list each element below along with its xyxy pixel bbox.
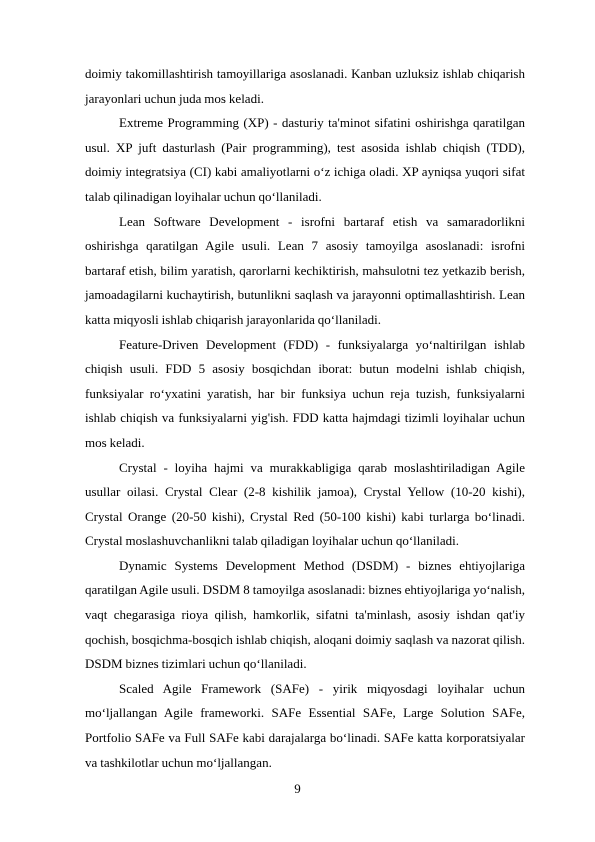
paragraph-crystal: Crystal - loyiha hajmi va murakkabligiga qarab moslashtiriladigan Agile usullar oilasi. Crystal Clear (2-8 kishilik jamoa), Crystal Yellow (10-20 kishi), Crystal Orange (20-50 kishi), Crystal Red (50-100 kishi) kabi turlarga bo‘linadi. Crystal moslashuvchanlikni talab qiladigan loyihalar uchun qo‘llaniladi.	[85, 459, 525, 549]
paragraph-extreme-programming: Extreme Programming (XP) - dasturiy ta'minot sifatini oshirishga qaratilgan usul. XP juft dasturlash (Pair programming), test asosida ishlab chiqish (TDD), doimiy integratsiya (CI) kabi amaliyotlarni o‘z ichiga oladi. XP ayniqsa yuqori sifat talab qilinadigan loyihalar uchun qo‘llaniladi.	[85, 115, 525, 204]
paragraph-dsdm: Dynamic Systems Development Method (DSDM) - biznes ehtiyojlariga qaratilgan Agile usuli. DSDM 8 tamoyilga asoslanadi: biznes ehtiyojlariga yo‘nalish, vaqt chegarasiga rioya qilish, hamkorlik, sifatni ta'minlash, asosiy ishdan qat'iy qochish, bosqichma-bosqich ishlab chiqish, aloqani doimiy saqlash va nazorat qilish. DSDM biznes tizimlari uchun qo‘llaniladi.	[85, 557, 525, 672]
page-body	[85, 62, 525, 775]
paragraph-safe: Scaled Agile Framework (SAFe) - yirik miqyosdagi loyihalar uchun mo‘ljallangan Agile frameworki. SAFe Essential SAFe, Large Solution SAFe, Portfolio SAFe va Full SAFe kabi darajalarga bo‘linadi. SAFe katta korporatsiyalar va tashkilotlar uchun mo‘ljallangan.	[85, 680, 525, 770]
page-number: 9	[294, 781, 301, 796]
paragraph-feature-driven-development: Feature-Driven Development (FDD) - funksiyalarga yo‘naltirilgan ishlab chiqish usuli. FDD 5 asosiy bosqichdan iborat: butun modelni ishlab chiqish, funksiyalar ro‘yxatini yaratish, har bir funksiya uchun reja tuzish, funksiyalarni ishlab chiqish va funksiyalarni yig'ish. FDD katta hajmdagi tizimli loyihalar uchun mos keladi.	[85, 336, 525, 450]
paragraph-kanban-continuation: doimiy takomillashtirish tamoyillariga asoslanadi. Kanban uzluksiz ishlab chiqarish jarayonlari uchun juda mos keladi.	[85, 66, 525, 106]
paragraph-lean-software-development: Lean Software Development - isrofni bartaraf etish va samaradorlikni oshirishga qaratilgan Agile usuli. Lean 7 asosiy tamoyilga asoslanadi: isrofni bartaraf etish, bilim yaratish, qarorlarni kechiktirish, mahsulotni tez yetkazib berish, jamoadagilarni kuchaytirish, butunlikni saqlash va jarayonni optimallashtirish. Lean katta miqyosli ishlab chiqarish jarayonlarida qo‘llaniladi.	[85, 213, 525, 327]
